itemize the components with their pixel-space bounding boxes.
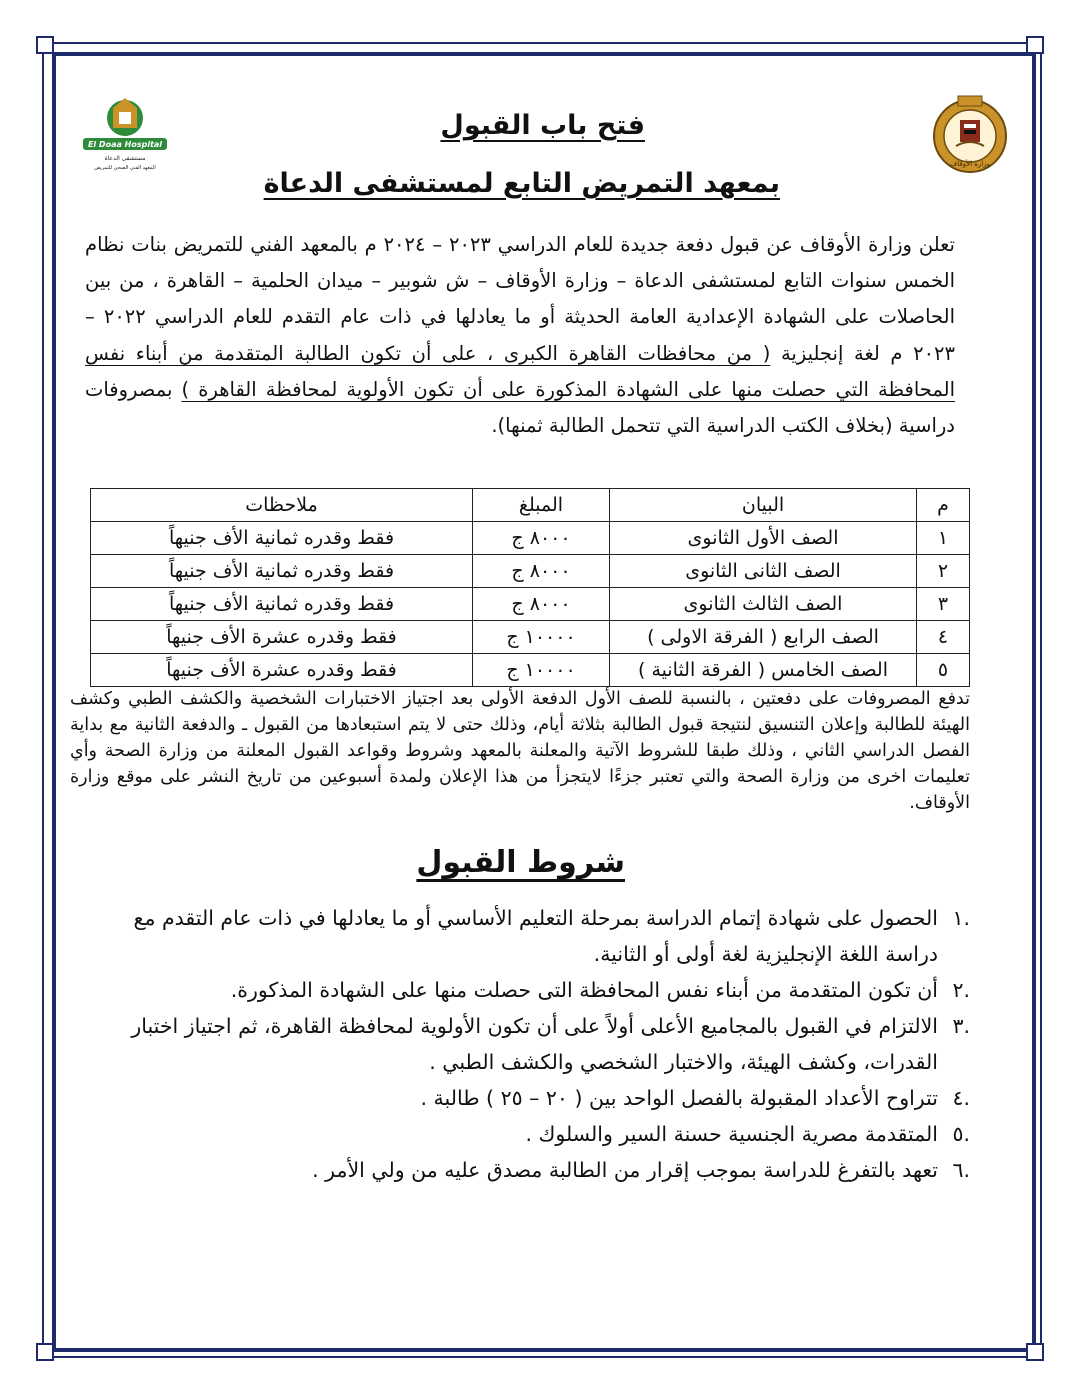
- conditions-title: شروط القبول: [416, 845, 625, 880]
- table-row: [91, 621, 970, 654]
- row-notes: فقط وقدره عشرة الأف جنيهاً: [91, 654, 473, 687]
- item-text: الحصول على شهادة إتمام الدراسة بمرحلة التعليم الأساسي أو ما يعادلها في ذات عام التقدم مع دراسة اللغة الإنجليزية لغة أولى أو الثانية.: [133, 906, 938, 966]
- header-notes: ملاحظات: [91, 489, 473, 522]
- list-item: [110, 900, 970, 972]
- intro-text-part2: بمصروفات دراسية (بخلاف الكتب الدراسية التي تتحمل الطالبة ثمنها).: [85, 377, 955, 438]
- list-item: [110, 1080, 970, 1116]
- hospital-logo: [75, 90, 175, 180]
- row-notes: فقط وقدره عشرة الأف جنيهاً: [91, 621, 473, 654]
- row-amount: ١٠٠٠٠ ج: [473, 654, 610, 687]
- item-text: أن تكون المتقدمة من أبناء نفس المحافظة التى حصلت منها على الشهادة المذكورة.: [230, 978, 938, 1002]
- item-number: .٥: [952, 1122, 970, 1146]
- header-num: م: [917, 489, 970, 522]
- frame-corner: [1026, 1343, 1044, 1361]
- payment-note: تدفع المصروفات على دفعتين ، بالنسبة للصف الأول الدفعة الأولى بعد اجتياز الاختبارات الشخصية والكشف الطبي وكشف الهيئة للطالبة وإعلان التنسيق لنتيجة قبول الطالبة بثلاثة أيام، وذلك حتى لا يتم استبعادها من القبول ـ والدفعة الثانية مع بداية الفصل الدراسي الثاني ، وذلك طبقا للشروط الآتية والمعلنة بالمعهد وشروط وقواعد القبول المعلنة من وزارة الصحة وأي تعليمات اخرى من وزارة الصحة والتي تعتبر جزءًا لايتجزأ من هذا الإعلان ولمدة أسبوعين من تاريخ النشر على موقع وزارة الأوقاف.: [70, 689, 970, 813]
- hospital-logo-ar1: مستشفى الدعاة: [104, 155, 146, 162]
- row-desc: الصف الأول الثانوى: [610, 522, 917, 555]
- header-desc: البيان: [610, 489, 917, 522]
- item-text: تعهد بالتفرغ للدراسة بموجب إقرار من الطالبة مصدق عليه من ولي الأمر .: [312, 1158, 938, 1182]
- row-notes: فقط وقدره ثمانية الأف جنيهاً: [91, 555, 473, 588]
- intro-text-part1: تعلن وزارة الأوقاف عن قبول دفعة جديدة للعام الدراسي ٢٠٢٣ – ٢٠٢٤ م بالمعهد الفني للتمريض بنات نظام الخمس سنوات التابع لمستشفى الدعاة – وزارة الأوقاف – ش شوبير – ميدان الحلمية – القاهرة ، من بين الحاصلات على الشهادة الإعدادية العامة الحديثة أو ما يعادلها في ذات عام التقدم للعام الدراسي ٢٠٢٢ – ٢٠٢٣ م لغة إنجليزية: [85, 233, 956, 365]
- item-text: المتقدمة مصرية الجنسية حسنة السير والسلوك .: [525, 1122, 938, 1146]
- table-row: [91, 588, 970, 621]
- list-item: [110, 972, 970, 1008]
- row-amount: ٨٠٠٠ ج: [473, 588, 610, 621]
- row-num: ٥: [917, 654, 970, 687]
- page-subtitle: بمعهد التمريض التابع لمستشفى الدعاة: [263, 168, 780, 199]
- seal-text: وزارة الأوقاف: [949, 160, 991, 168]
- table-row: [91, 555, 970, 588]
- row-amount: ٨٠٠٠ ج: [473, 555, 610, 588]
- list-item: [110, 1152, 970, 1188]
- row-num: ١: [917, 522, 970, 555]
- row-amount: ١٠٠٠٠ ج: [473, 621, 610, 654]
- list-item: [110, 1008, 970, 1080]
- frame-corner: [1026, 36, 1044, 54]
- row-desc: الصف الثالث الثانوى: [610, 588, 917, 621]
- row-desc: الصف الخامس ( الفرقة الثانية ): [610, 654, 917, 687]
- item-text: تتراوح الأعداد المقبولة بالفصل الواحد بين ( ٢٠ – ٢٥ ) طالبة .: [420, 1086, 938, 1110]
- page-title: فتح باب القبول: [440, 110, 645, 141]
- list-item: [110, 1116, 970, 1152]
- row-num: ٢: [917, 555, 970, 588]
- hospital-logo-ar2: المعهد الفني الصحي للتمريض: [94, 165, 156, 171]
- row-notes: فقط وقدره ثمانية الأف جنيهاً: [91, 522, 473, 555]
- item-number: .٢: [952, 978, 970, 1002]
- item-text: الالتزام في القبول بالمجاميع الأعلى أولاً على أن تكون الأولوية لمحافظة القاهرة، ثم اجتياز اختبار القدرات، وكشف الهيئة، والاختبار الشخصي والكشف الطبي .: [131, 1014, 938, 1074]
- table-row: [91, 654, 970, 687]
- frame-corner: [36, 1343, 54, 1361]
- item-number: .٣: [952, 1014, 970, 1038]
- row-num: ٣: [917, 588, 970, 621]
- row-desc: الصف الرابع ( الفرقة الاولى ): [610, 621, 917, 654]
- intro-underlined-text: ( من محافظات القاهرة الكبرى ، على أن تكون الطالبة المتقدمة من أبناء نفس المحافظة التي حصلت منها على الشهادة المذكورة على أن تكون الأولوية لمحافظة القاهرة ): [85, 341, 955, 401]
- item-number: .٦: [952, 1158, 970, 1182]
- intro-paragraph: [85, 227, 955, 444]
- row-notes: فقط وقدره ثمانية الأف جنيهاً: [91, 588, 473, 621]
- conditions-list: [110, 900, 970, 1188]
- hospital-logo-en: El Doaa Hospital: [87, 140, 163, 149]
- fees-table: [90, 488, 970, 687]
- table-header-row: [91, 489, 970, 522]
- ministry-seal-logo: [930, 88, 1010, 178]
- document-page: [70, 80, 1010, 1330]
- row-num: ٤: [917, 621, 970, 654]
- item-number: .٤: [952, 1086, 970, 1110]
- row-amount: ٨٠٠٠ ج: [473, 522, 610, 555]
- table-row: [91, 522, 970, 555]
- header-amount: المبلغ: [473, 489, 610, 522]
- row-desc: الصف الثانى الثانوى: [610, 555, 917, 588]
- frame-corner: [36, 36, 54, 54]
- item-number: .١: [952, 906, 970, 930]
